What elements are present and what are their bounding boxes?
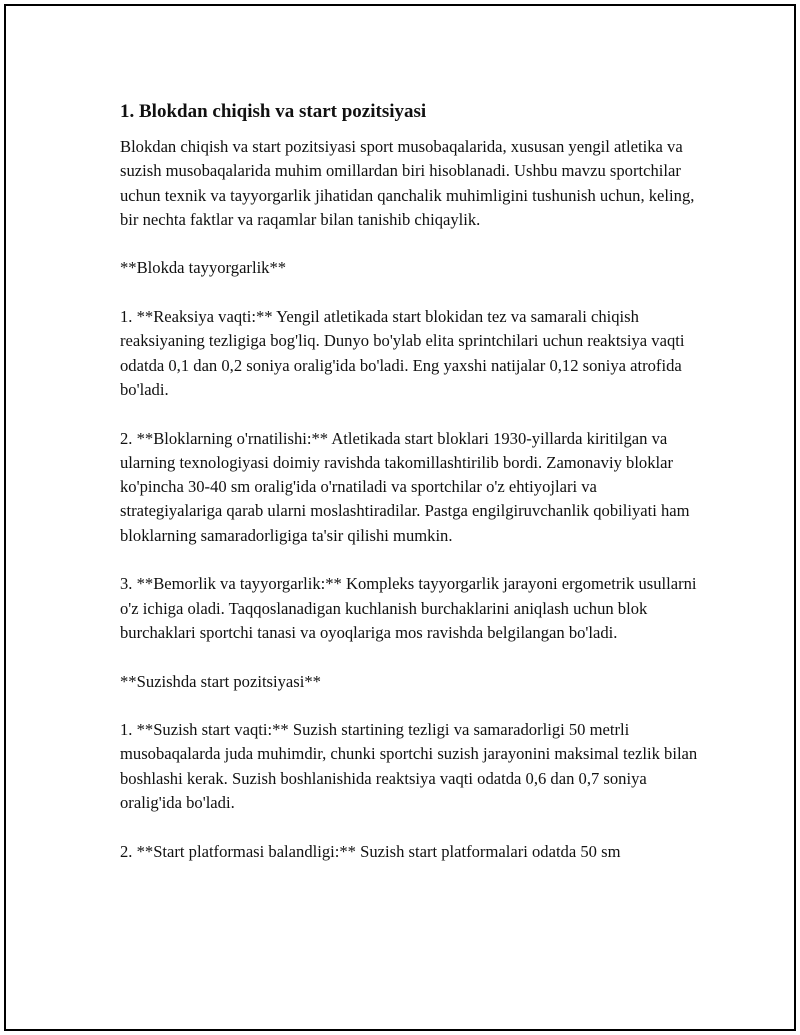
list-item-platforma: 2. **Start platformasi balandligi:** Suzish start platformalari odatda 50 sm xyxy=(120,841,621,861)
list-item-reaksiya: 1. **Reaksiya vaqti:** Yengil atletikada start blokidan tez va samarali chiqish reaksiyaning tezligiga bog'liq. Dunyo bo'ylab elita sprintchilari uchun reaktsiya vaqti odatda 0,1 dan 0,2 soniya oralig'ida bo'ladi. Eng yaxshi natijalar 0,12 soniya atrofida bo'ladi. xyxy=(120,307,689,399)
intro-paragraph: Blokdan chiqish va start pozitsiyasi sport musobaqalarida, xususan yengil atletika va suzish musobaqalarida muhim omillardan biri hisoblanadi. Ushbu mavzu sportchilar uchun texnik va tayyorgarlik jihatidan qanchalik muhimligini tushunish uchun, keling, bir nechta faktlar va raqamlar bilan tanishib chiqaylik. xyxy=(120,137,699,229)
list-item-suzish-vaqti: 1. **Suzish start vaqti:** Suzish startining tezligi va samaradorligi 50 metrli musobaqalarda juda muhimdir, chunki sportchi suzish jarayonini maksimal tezlik bilan boshlashi kerak. Suzish boshlanishida reaktsiya vaqti odatda 0,6 dan 0,7 soniya oralig'ida bo'ladi. xyxy=(120,720,702,813)
page-frame xyxy=(4,4,796,1031)
list-item-bloklar: 2. **Bloklarning o'rnatilishi:** Atletikada start bloklari 1930-yillarda kiritilgan va ularning texnologiyasi doimiy ravishda takomillashtirilib bordi. Zamonaviy bloklar ko'pincha 30-40 sm oralig'ida o'rnatiladi va sportchilar o'z ehtiyojlari va strategiyalariga qarab ularni moslashtiradilar. Pastga engilgiruvchanlik qobiliyati ham bloklarning samaradorligiga ta'sir qilishi mumkin. xyxy=(120,428,694,545)
section-heading-blokda: **Blokda tayyorgarlik** xyxy=(120,258,287,278)
document-title: 1. Blokdan chiqish va start pozitsiyasi xyxy=(120,101,427,122)
document-body xyxy=(120,98,700,888)
section-heading-suzish: **Suzishda start pozitsiyasi** xyxy=(120,671,321,691)
list-item-bemorlik: 3. **Bemorlik va tayyorgarlik:** Kompleks tayyorgarlik jarayoni ergometrik usullarni o'z ichiga oladi. Taqqoslanadigan kuchlanish burchaklarini aniqlash uchun blok burchaklari sportchi tanasi va oyoqlariga mos ravishda belgilangan bo'ladi. xyxy=(120,574,701,642)
